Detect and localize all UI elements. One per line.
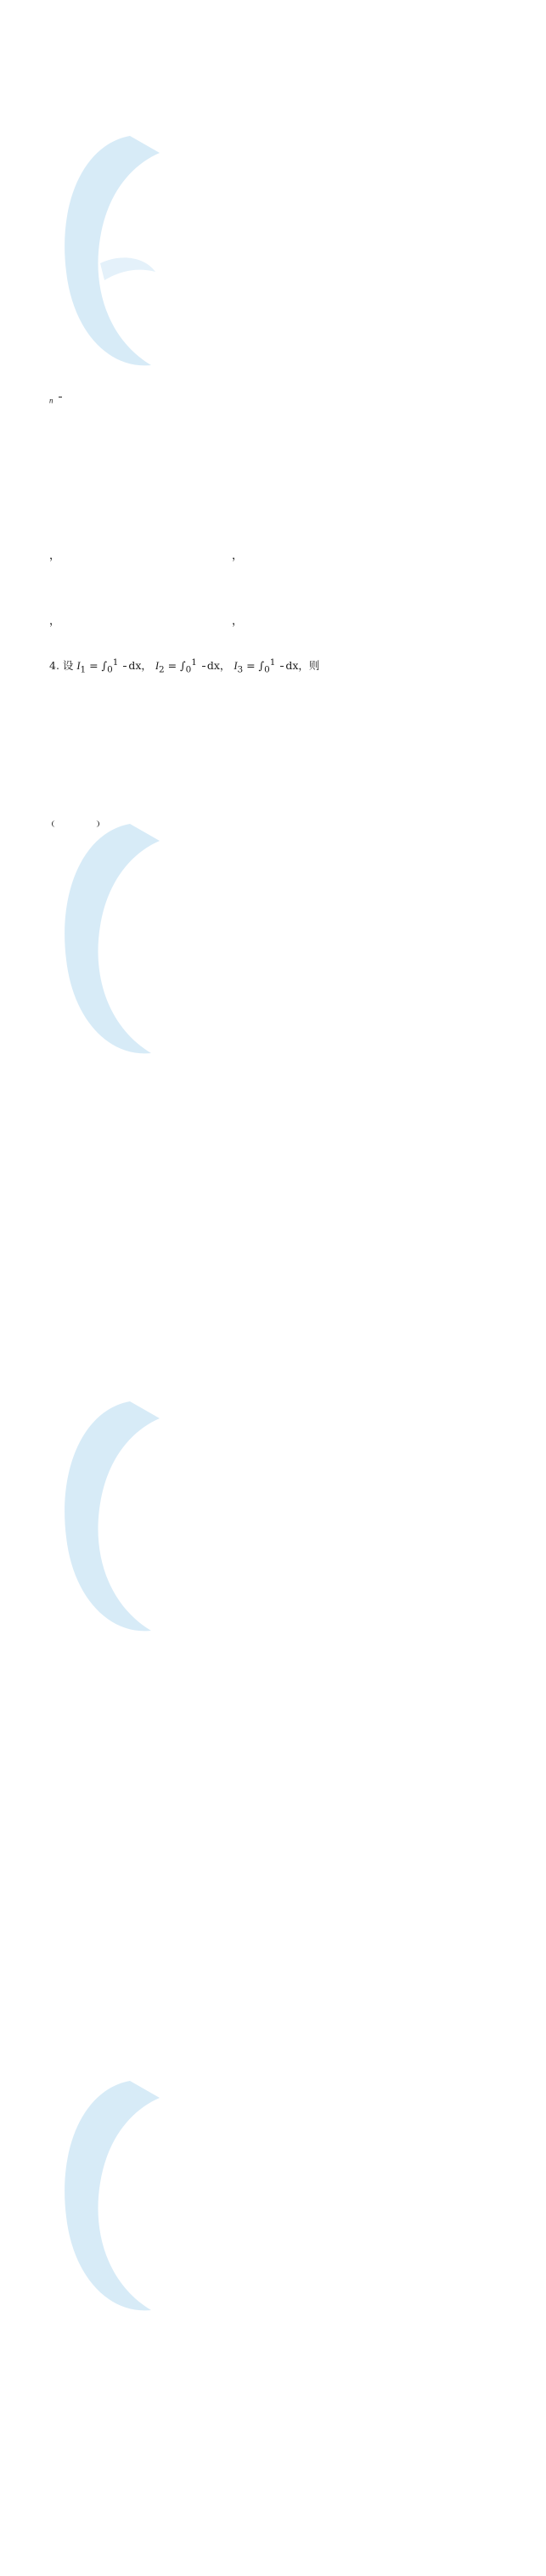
question-5-stem xyxy=(49,815,533,832)
question-5-options-row-1 xyxy=(49,902,533,919)
option-b[interactable]: ， xyxy=(232,550,244,562)
option-d[interactable]: ， xyxy=(232,615,244,628)
question-4-options-row-1 xyxy=(49,724,533,741)
matrix-lambda xyxy=(52,820,99,827)
watermark-logo-icon xyxy=(49,127,168,382)
question-4-stem: 4. 设 $I_1 = \int_0^1$ dx， $I_2 = \int_0^1$ dx， $I_3 = \int_0^1$ dx，则 xyxy=(49,657,320,675)
option-a[interactable]: ， xyxy=(49,550,61,562)
watermark-logo-icon xyxy=(49,815,168,1070)
watermark-logo-icon xyxy=(49,1393,168,1648)
option-c[interactable]: ， xyxy=(49,615,61,628)
question-2-options xyxy=(49,444,533,478)
watermark-logo-icon xyxy=(49,2072,168,2327)
question-3-options-row-2 xyxy=(49,613,533,630)
question-4-options-row-2 xyxy=(49,775,533,792)
question-3-options-row-1 xyxy=(49,548,533,565)
question-2-stem: n xyxy=(49,389,533,409)
